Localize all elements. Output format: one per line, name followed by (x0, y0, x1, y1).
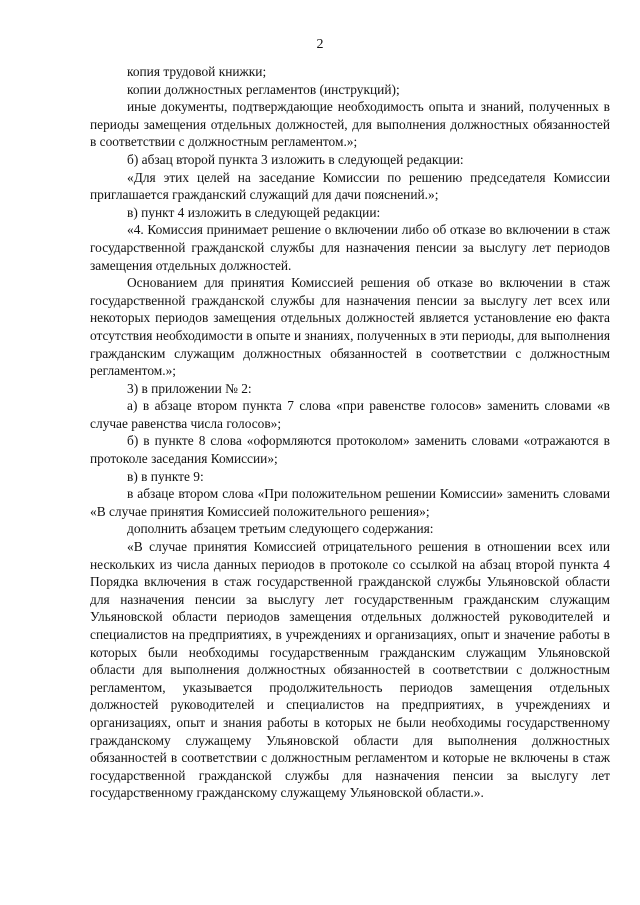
paragraph: «Для этих целей на заседание Комиссии по решению председателя Комиссии приглашается гражданский служащий для дачи пояснений.»; (90, 169, 610, 203)
paragraph: Основанием для принятия Комиссией решения об отказе во включении в стаж государственной гражданской службы для назначения пенсии за выслугу лет всех или некоторых периодов замещения отдельных должностей является установление ею факта отсутствия необходимости в опыте и знаниях, полученных в эти периоды, для выполнения гражданским служащим должностных обязанностей в соответствии с должностным регламентом.»; (90, 275, 610, 379)
paragraph: 3) в приложении № 2: (127, 380, 252, 396)
paragraph: б) абзац второй пункта 3 изложить в следующей редакции: (127, 151, 464, 167)
paragraph: б) в пункте 8 слова «оформляются протоколом» заменить словами «отражаются в протоколе заседания Комиссии»; (90, 433, 610, 467)
paragraph: иные документы, подтверждающие необходимость опыта и знаний, полученных в периоды замещения отдельных должностей, для выполнения должностных обязанностей в соответствии с должностным регламентом.»; (90, 99, 610, 150)
paragraph: в) в пункте 9: (127, 468, 204, 484)
paragraph: в абзаце втором слова «При положительном решении Комиссии» заменить словами «В случае принятия Комиссией положительного решения»; (90, 486, 610, 519)
paragraph: «4. Комиссия принимает решение о включении либо об отказе во включении в стаж государственной гражданской службы для назначения пенсии за выслугу лет периодов замещения отдельных должностей. (90, 222, 610, 273)
paragraph: в) пункт 4 изложить в следующей редакции: (127, 204, 381, 220)
paragraph: копия трудовой книжки; (127, 64, 267, 79)
paragraph: дополнить абзацем третьим следующего содержания: (127, 521, 434, 537)
paragraph: копии должностных регламентов (инструкций); (127, 81, 400, 97)
page-number: 2 (316, 37, 324, 52)
document-body (90, 63, 610, 802)
paragraph: а) в абзаце втором пункта 7 слова «при равенстве голосов» заменить словами «в случае равенства числа голосов»; (90, 398, 610, 431)
paragraph: «В случае принятия Комиссией отрицательного решения в отношении всех или нескольких из числа данных периодов в протоколе со ссылкой на абзац второй пункта 4 Порядка включения в стаж государственной гражданской службы Ульяновской области для назначения пенсии за выслугу лет государственным гражданским служащим Ульяновской области периодов замещения отдельных должностей руководителей и специалистов на предприятиях, в учреждениях и организациях, опыт и значение работы в которых были необходимы государственным гражданским служащим Ульяновской области для выполнения должностных обязанностей в соответствии с должностным регламентом, указывается продолжительность периодов замещения отдельных должностей руководителей и специалистов на предприятиях, в учреждениях и организациях, опыт и знания работы в которых не были необходимы государственному гражданскому служащему Ульяновской области для выполнения должностных обязанностей в соответствии с должностным регламентом и которые не включены в стаж государственной гражданской службы для назначения пенсии за выслугу лет государственному гражданскому служащему Ульяновской области.». (90, 539, 610, 801)
